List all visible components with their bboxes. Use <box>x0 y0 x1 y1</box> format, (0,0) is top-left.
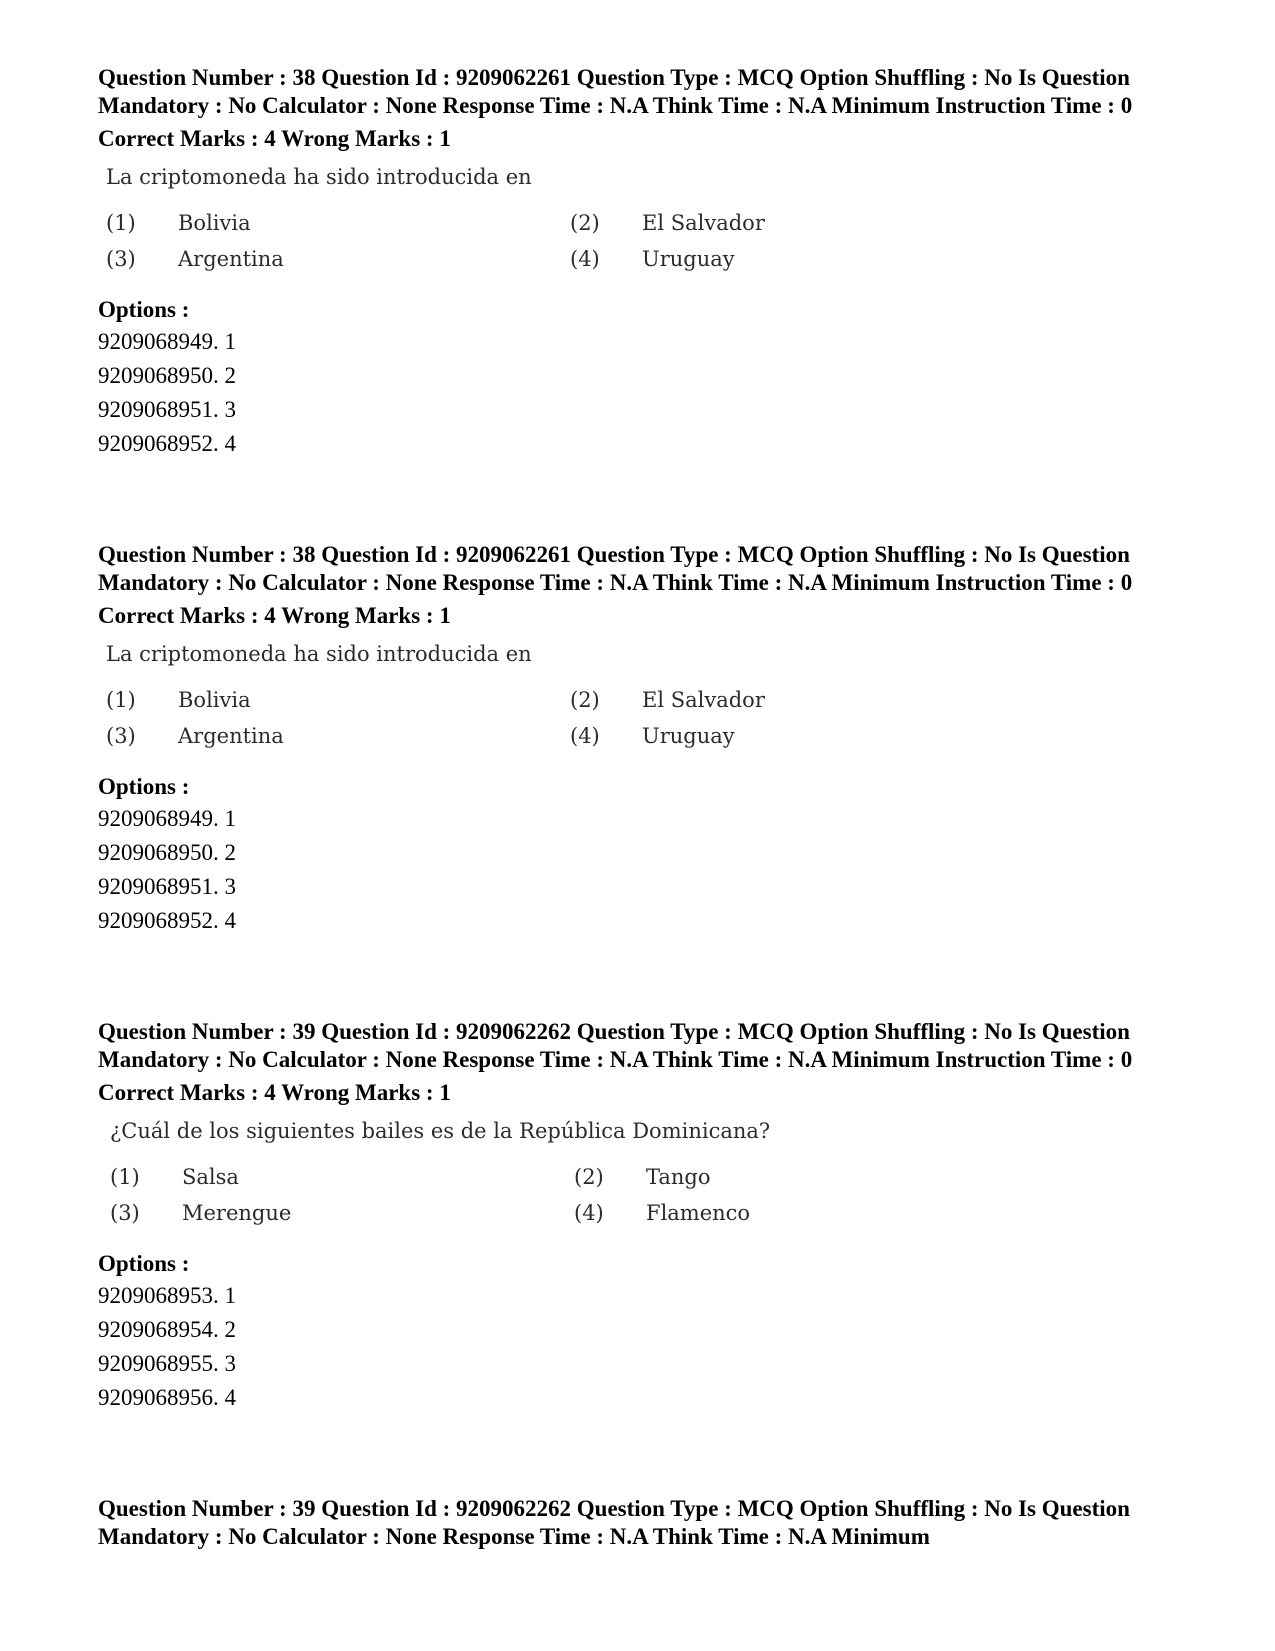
option-line: 9209068952. 4 <box>98 908 236 933</box>
question-meta: Question Number : 38 Question Id : 9209062261 Question Type : MCQ Option Shuffling : No Is Question Mandatory : No Calculator : None Response Time : N.A Think Time : N.A Minimum Instruction Time : 0 <box>98 542 1133 595</box>
choice-3: (3) Argentina <box>106 724 284 748</box>
option-line: 9209068953. 1 <box>98 1283 236 1308</box>
choice-1: (1) Bolivia <box>106 688 251 712</box>
choice-2: (2) Tango <box>574 1165 711 1189</box>
choice-4: (4) Uruguay <box>570 247 735 271</box>
option-line: 9209068949. 1 <box>98 806 236 831</box>
question-meta: Question Number : 38 Question Id : 9209062261 Question Type : MCQ Option Shuffling : No Is Question Mandatory : No Calculator : None Response Time : N.A Think Time : N.A Minimum Instruction Time : 0 <box>98 65 1133 118</box>
option-line: 9209068949. 1 <box>98 329 236 354</box>
choice-1: (1) Salsa <box>110 1165 239 1189</box>
option-line: 9209068950. 2 <box>98 363 236 388</box>
question-image <box>98 636 1178 764</box>
choice-2: (2) El Salvador <box>570 688 765 712</box>
question-text: La criptomoneda ha sido introducida en <box>106 165 532 189</box>
question-meta: Question Number : 39 Question Id : 9209062262 Question Type : MCQ Option Shuffling : No Is Question Mandatory : No Calculator : None Response Time : N.A Think Time : N.A Minimum <box>98 1496 1130 1549</box>
choice-3: (3) Merengue <box>110 1201 292 1225</box>
choice-4: (4) Flamenco <box>574 1201 751 1225</box>
choice-4: (4) Uruguay <box>570 724 735 748</box>
options-title: Options : <box>98 774 190 799</box>
option-line: 9209068951. 3 <box>98 397 236 422</box>
option-line: 9209068954. 2 <box>98 1317 236 1342</box>
option-line: 9209068952. 4 <box>98 431 236 456</box>
question-block-partial <box>98 1495 1178 1551</box>
choice-3: (3) Argentina <box>106 247 284 271</box>
question-text: ¿Cuál de los siguientes bailes es de la República Dominicana? <box>110 1119 771 1143</box>
choice-2: (2) El Salvador <box>570 211 765 235</box>
question-marks: Correct Marks : 4 Wrong Marks : 1 <box>98 603 451 628</box>
question-image <box>98 1113 1178 1241</box>
question-block <box>98 1018 1178 1415</box>
option-line: 9209068956. 4 <box>98 1385 236 1410</box>
option-line: 9209068951. 3 <box>98 874 236 899</box>
question-block <box>98 64 1178 461</box>
options-title: Options : <box>98 1251 190 1276</box>
option-line: 9209068955. 3 <box>98 1351 236 1376</box>
question-text: La criptomoneda ha sido introducida en <box>106 642 532 666</box>
question-meta: Question Number : 39 Question Id : 9209062262 Question Type : MCQ Option Shuffling : No Is Question Mandatory : No Calculator : None Response Time : N.A Think Time : N.A Minimum Instruction Time : 0 <box>98 1019 1133 1072</box>
choice-1: (1) Bolivia <box>106 211 251 235</box>
option-line: 9209068950. 2 <box>98 840 236 865</box>
question-marks: Correct Marks : 4 Wrong Marks : 1 <box>98 126 451 151</box>
question-image <box>98 159 1178 287</box>
question-marks: Correct Marks : 4 Wrong Marks : 1 <box>98 1080 451 1105</box>
question-block <box>98 541 1178 938</box>
options-title: Options : <box>98 297 190 322</box>
